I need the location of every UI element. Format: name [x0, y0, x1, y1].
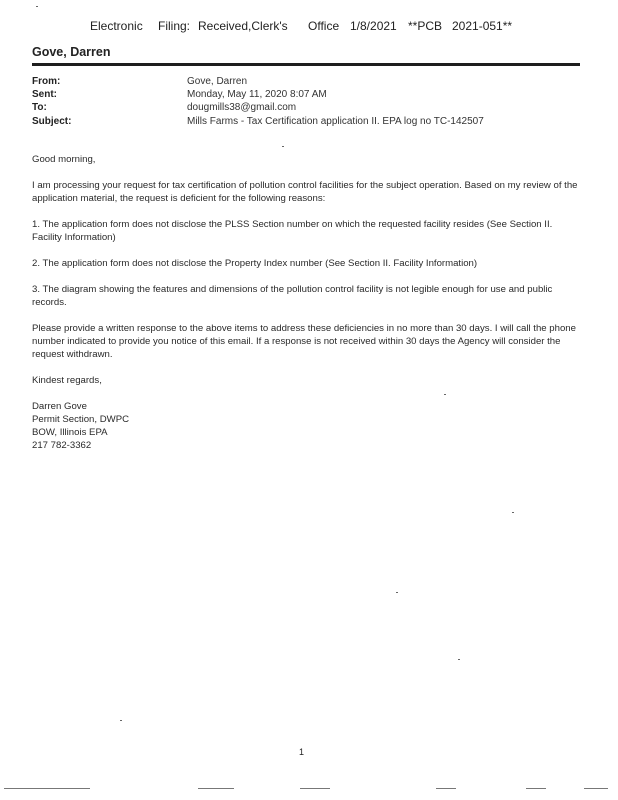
deficiency-item-3: 3. The diagram showing the features and dimensions of the pollution control facility is not legible enough for use and public records.	[32, 284, 553, 308]
signature-phone: 217 782-3362	[32, 440, 92, 451]
stamp-electronic: Electronic	[90, 19, 143, 33]
scan-edge-mark	[526, 788, 546, 789]
scan-speck	[120, 720, 122, 721]
scan-edge-mark	[198, 788, 234, 789]
stamp-office: Office	[308, 19, 340, 33]
sent-value: Monday, May 11, 2020 8:07 AM	[187, 89, 327, 100]
stamp-received: Received,Clerk's	[198, 19, 288, 33]
scan-speck	[444, 394, 446, 395]
deficiency-item-2: 2. The application form does not disclose the Property Index number (See Section II. Facility Information)	[32, 258, 478, 269]
sender-name: Gove, Darren	[32, 45, 111, 59]
stamp-pcb: **PCB	[408, 19, 443, 33]
page-number: 1	[299, 747, 305, 757]
intro-paragraph: I am processing your request for tax certification of pollution control facilities for the subject operation. Based on my review of the application material, the request is deficient for the following reasons:	[32, 180, 578, 204]
deficiency-item-1: 1. The application form does not disclose the PLSS Section number on which the requested facility resides (See Section II. Facility Information)	[32, 219, 553, 243]
scan-speck	[396, 592, 398, 593]
scan-edge-mark	[436, 788, 456, 789]
stamp-filing: Filing:	[158, 19, 191, 33]
greeting: Good morning,	[32, 154, 96, 165]
header-rule	[32, 63, 580, 66]
signature-name: Darren Gove	[32, 401, 87, 412]
scan-speck	[458, 659, 460, 660]
scan-edge-mark	[584, 788, 608, 789]
from-label: From:	[32, 76, 61, 87]
scan-speck	[36, 6, 38, 7]
stamp-case-number: 2021-051**	[452, 19, 513, 33]
to-value[interactable]: dougmills38@gmail.com	[187, 102, 297, 113]
subject-label: Subject:	[32, 116, 72, 127]
scan-speck	[282, 146, 284, 147]
request-paragraph: Please provide a written response to the above items to address these deficiencies in no more than 30 days. I will call the phone number indicated to provide you notice of this email. If a response is not received within 30 days the Agency will consider the request withdrawn.	[32, 323, 576, 360]
closing: Kindest regards,	[32, 375, 102, 386]
stamp-date: 1/8/2021	[350, 19, 397, 33]
scan-edge-mark	[300, 788, 330, 789]
signature-section: Permit Section, DWPC	[32, 414, 130, 425]
subject-value: Mills Farms - Tax Certification application II. EPA log no TC-142507	[187, 116, 484, 127]
sent-label: Sent:	[32, 89, 57, 100]
filing-stamp	[90, 19, 560, 33]
scan-speck	[512, 512, 514, 513]
signature-bureau: BOW, Illinois EPA	[32, 427, 108, 438]
scan-edge-mark	[4, 788, 90, 789]
from-value: Gove, Darren	[187, 76, 248, 87]
signature-block	[32, 400, 580, 452]
email-body	[32, 153, 580, 452]
to-label: To:	[32, 102, 47, 113]
